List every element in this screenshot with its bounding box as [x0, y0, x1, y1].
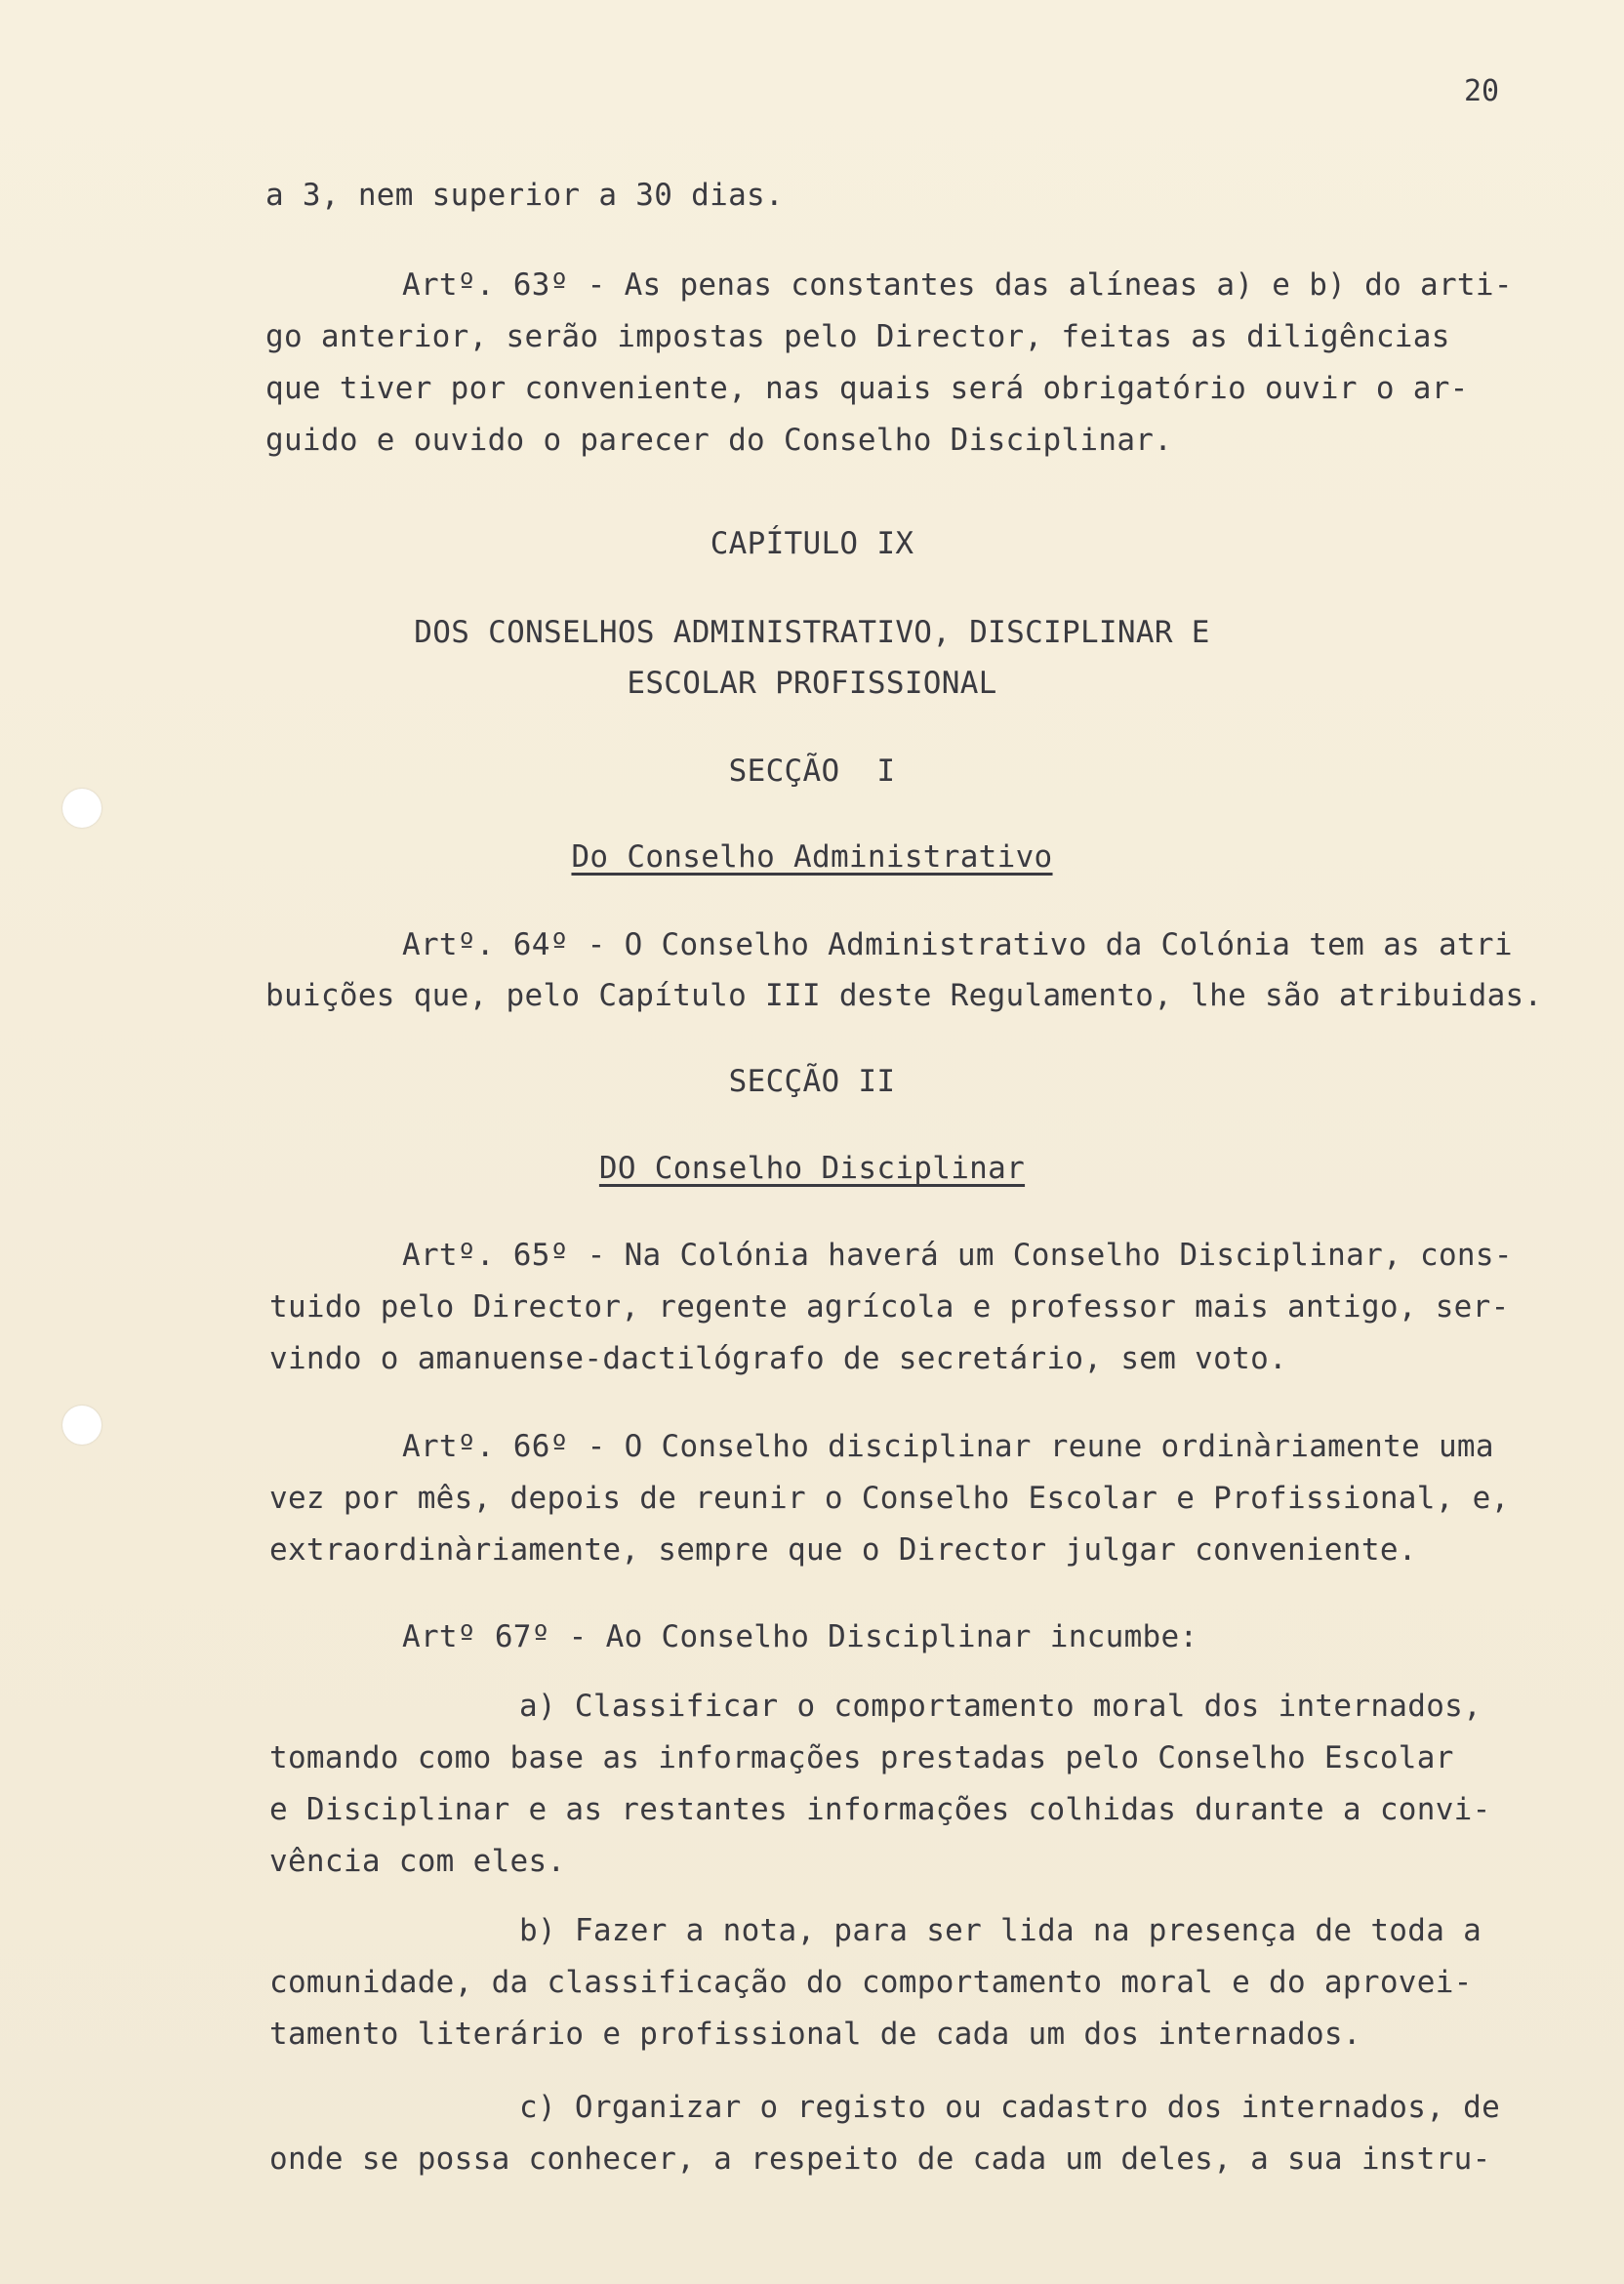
text-line: tomando como base as informações prestadas pelo Conselho Escolar: [269, 1740, 1454, 1775]
section-2-title-text: DO Conselho Disciplinar: [598, 1151, 1026, 1186]
text-line: vência com eles.: [269, 1844, 566, 1879]
text-line: onde se possa conhecer, a respeito de cada um deles, a sua instru-: [269, 2141, 1491, 2177]
article-67-line: Artº 67º - Ao Conselho Disciplinar incumbe:: [402, 1619, 1198, 1654]
text-line: tamento literário e profissional de cada um dos internados.: [269, 2017, 1361, 2052]
text-line: go anterior, serão impostas pelo Director, feitas as diligências: [265, 319, 1450, 354]
section-2-heading: SECÇÃO II: [728, 1064, 896, 1099]
text-line: tuido pelo Director, regente agrícola e professor mais antigo, ser-: [269, 1289, 1510, 1325]
text-line: guido e ouvido o parecer do Conselho Disciplinar.: [265, 423, 1173, 458]
page-number: 20: [1464, 74, 1500, 108]
item-b-line: b) Fazer a nota, para ser lida na presença de toda a: [519, 1913, 1482, 1948]
text-line: que tiver por conveniente, nas quais será obrigatório ouvir o ar-: [265, 371, 1469, 406]
text-line: vindo o amanuense-dactilógrafo de secretário, sem voto.: [269, 1341, 1287, 1376]
text-line: comunidade, da classificação do comportamento moral e do aprovei-: [269, 1965, 1473, 2000]
text-line: extraordinàriamente, sempre que o Director julgar conveniente.: [269, 1532, 1417, 1568]
chapter-heading: CAPÍTULO IX: [710, 526, 914, 561]
section-1-heading: SECÇÃO I: [728, 754, 896, 789]
article-64-line: Artº. 64º - O Conselho Administrativo da Colónia tem as atri: [402, 927, 1513, 962]
chapter-title-line-1: DOS CONSELHOS ADMINISTRATIVO, DISCIPLINAR E: [414, 615, 1210, 650]
article-63-line: Artº. 63º - As penas constantes das alíneas a) e b) do arti-: [402, 267, 1513, 303]
text-line: vez por mês, depois de reunir o Conselho Escolar e Profissional, e,: [269, 1481, 1510, 1516]
item-c-line: c) Organizar o registo ou cadastro dos internados, de: [519, 2090, 1501, 2125]
text-line: a 3, nem superior a 30 dias.: [265, 178, 784, 213]
item-a-line: a) Classificar o comportamento moral dos internados,: [519, 1689, 1482, 1724]
section-1-title: [0, 837, 1624, 877]
section-2-title: [0, 1149, 1624, 1188]
punch-hole-top: [62, 789, 102, 828]
section-1-title-text: Do Conselho Administrativo: [571, 839, 1053, 875]
article-65-line: Artº. 65º - Na Colónia haverá um Conselho Disciplinar, cons-: [402, 1238, 1513, 1273]
text-line: buições que, pelo Capítulo III deste Regulamento, lhe são atribuidas.: [265, 978, 1543, 1013]
punch-hole-bottom: [62, 1406, 102, 1445]
text-line: e Disciplinar e as restantes informações colhidas durante a convi-: [269, 1792, 1491, 1827]
article-66-line: Artº. 66º - O Conselho disciplinar reune ordinàriamente uma: [402, 1429, 1494, 1464]
chapter-title-line-2: ESCOLAR PROFISSIONAL: [627, 666, 997, 701]
